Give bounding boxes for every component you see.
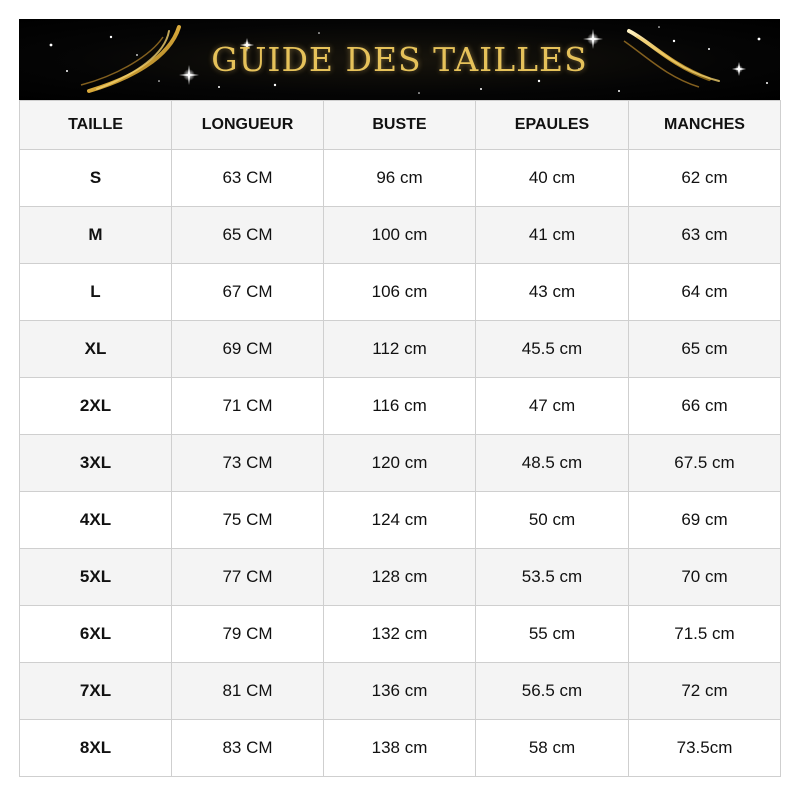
table-row (20, 549, 781, 606)
manches-cell: 66 cm (629, 378, 781, 435)
buste-cell: 128 cm (324, 549, 476, 606)
table-row (20, 207, 781, 264)
header-manches: MANCHES (629, 101, 781, 150)
size-cell: S (20, 150, 172, 207)
epaules-cell: 53.5 cm (476, 549, 629, 606)
epaules-cell: 45.5 cm (476, 321, 629, 378)
size-cell: M (20, 207, 172, 264)
longueur-cell: 63 CM (172, 150, 324, 207)
manches-cell: 63 cm (629, 207, 781, 264)
header-buste: BUSTE (324, 101, 476, 150)
epaules-cell: 56.5 cm (476, 663, 629, 720)
table-row (20, 720, 781, 777)
header-epaules: EPAULES (476, 101, 629, 150)
size-cell: 7XL (20, 663, 172, 720)
epaules-cell: 40 cm (476, 150, 629, 207)
table-row (20, 606, 781, 663)
size-cell: 2XL (20, 378, 172, 435)
buste-cell: 112 cm (324, 321, 476, 378)
longueur-cell: 71 CM (172, 378, 324, 435)
page-title: GUIDE DES TAILLES (211, 40, 588, 79)
size-cell: 4XL (20, 492, 172, 549)
size-cell: L (20, 264, 172, 321)
buste-cell: 120 cm (324, 435, 476, 492)
longueur-cell: 83 CM (172, 720, 324, 777)
size-cell: XL (20, 321, 172, 378)
size-cell: 8XL (20, 720, 172, 777)
longueur-cell: 65 CM (172, 207, 324, 264)
longueur-cell: 75 CM (172, 492, 324, 549)
epaules-cell: 58 cm (476, 720, 629, 777)
table-row (20, 492, 781, 549)
buste-cell: 136 cm (324, 663, 476, 720)
table-row (20, 435, 781, 492)
table-row (20, 321, 781, 378)
buste-cell: 100 cm (324, 207, 476, 264)
title-banner (19, 19, 780, 100)
table-row (20, 378, 781, 435)
buste-cell: 96 cm (324, 150, 476, 207)
table-row (20, 264, 781, 321)
epaules-cell: 50 cm (476, 492, 629, 549)
manches-cell: 70 cm (629, 549, 781, 606)
epaules-cell: 55 cm (476, 606, 629, 663)
longueur-cell: 73 CM (172, 435, 324, 492)
table-row (20, 663, 781, 720)
epaules-cell: 43 cm (476, 264, 629, 321)
manches-cell: 72 cm (629, 663, 781, 720)
longueur-cell: 77 CM (172, 549, 324, 606)
buste-cell: 106 cm (324, 264, 476, 321)
size-cell: 6XL (20, 606, 172, 663)
longueur-cell: 67 CM (172, 264, 324, 321)
longueur-cell: 69 CM (172, 321, 324, 378)
buste-cell: 124 cm (324, 492, 476, 549)
buste-cell: 138 cm (324, 720, 476, 777)
epaules-cell: 48.5 cm (476, 435, 629, 492)
longueur-cell: 79 CM (172, 606, 324, 663)
epaules-cell: 47 cm (476, 378, 629, 435)
size-cell: 5XL (20, 549, 172, 606)
table-row (20, 150, 781, 207)
buste-cell: 116 cm (324, 378, 476, 435)
header-taille: TAILLE (20, 101, 172, 150)
size-guide-table (19, 100, 781, 777)
manches-cell: 73.5cm (629, 720, 781, 777)
table-header-row (20, 101, 781, 150)
size-cell: 3XL (20, 435, 172, 492)
longueur-cell: 81 CM (172, 663, 324, 720)
header-longueur: LONGUEUR (172, 101, 324, 150)
manches-cell: 62 cm (629, 150, 781, 207)
manches-cell: 65 cm (629, 321, 781, 378)
manches-cell: 69 cm (629, 492, 781, 549)
manches-cell: 67.5 cm (629, 435, 781, 492)
table-body (20, 150, 781, 777)
manches-cell: 71.5 cm (629, 606, 781, 663)
epaules-cell: 41 cm (476, 207, 629, 264)
buste-cell: 132 cm (324, 606, 476, 663)
manches-cell: 64 cm (629, 264, 781, 321)
